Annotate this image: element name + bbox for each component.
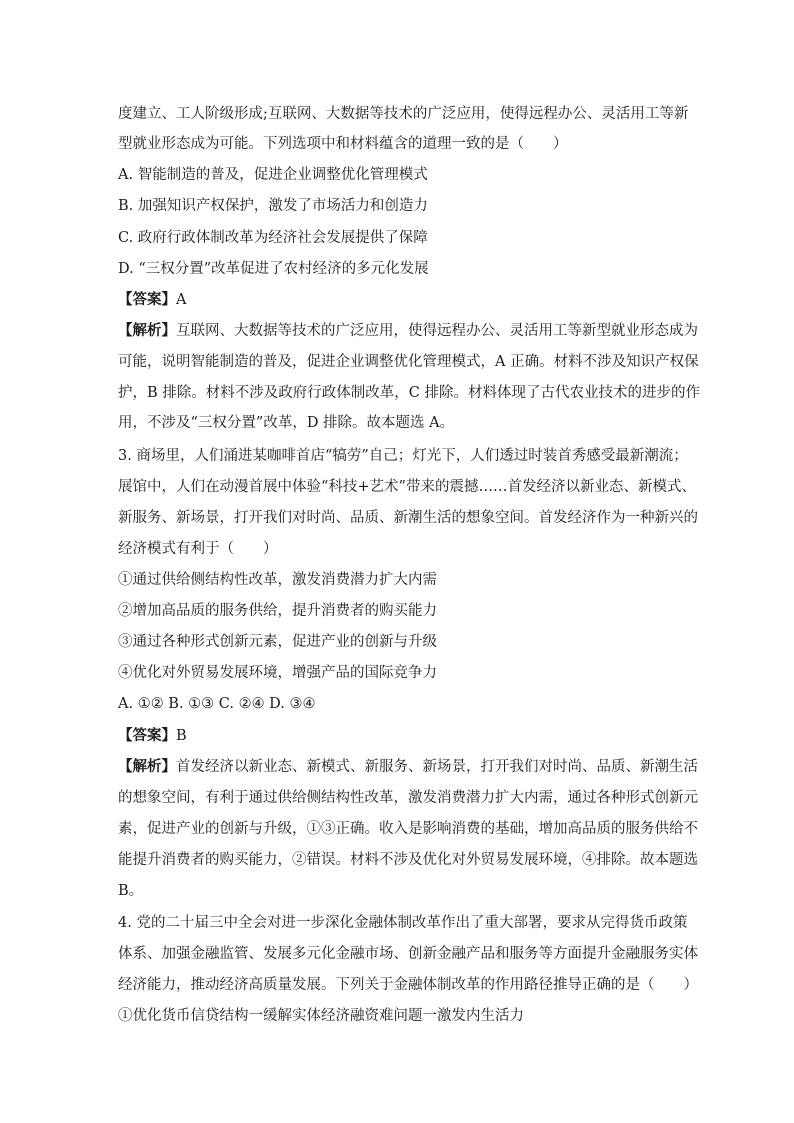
q2-analysis-line-1 bbox=[118, 321, 698, 341]
answer-label: 【答案】 bbox=[118, 727, 176, 744]
q2-stem-line-1: 度建立、工人阶级形成;互联网、大数据等技术的广泛应用，使得远程办公、灵活用工等新 bbox=[118, 106, 689, 122]
q3-stem-line-1: 3. 商场里，人们涌进某咖啡首店“犒劳”自己；灯光下，人们透过时装首秀感受最新潮流； bbox=[118, 448, 688, 464]
q2-stem-line-2: 型就业形态成为可能。下列选项中和材料蕴含的道理一致的是（ ） bbox=[118, 136, 568, 152]
q3-item-4: ④优化对外贸易发展环境，增强产品的国际竞争力 bbox=[118, 665, 437, 681]
q2-analysis-line-4: 用，不涉及“三权分置”改革，D 排除。故本题选 A。 bbox=[118, 415, 455, 431]
q2-analysis-line-2: 可能，说明智能制造的普及，促进企业调整优化管理模式，A 正确。材料不涉及知识产权保 bbox=[118, 354, 699, 370]
q2-option-d: D. “三权分置”改革促进了农村经济的多元化发展 bbox=[118, 261, 429, 277]
q3-stem-line-4: 经济模式有利于（ ） bbox=[118, 541, 278, 557]
q2-option-a: A. 智能制造的普及，促进企业调整优化管理模式 bbox=[118, 167, 428, 183]
q3-answer bbox=[118, 726, 187, 746]
answer-label: 【答案】 bbox=[118, 291, 176, 308]
q4-stem-line-2: 体系、加强金融监管、发展多元化金融市场、创新金融产品和服务等方面提升金融服务实体 bbox=[118, 946, 698, 962]
q3-analysis-line-2: 的想象空间，有利于通过供给侧结构性改革，激发消费潜力扩大内需，通过各种形式创新元 bbox=[118, 790, 698, 806]
q2-analysis-line-3: 护，B 排除。材料不涉及政府行政体制改革，C 排除。材料体现了古代农业技术的进步的作 bbox=[118, 385, 700, 401]
analysis-label: 【解析】 bbox=[118, 322, 176, 339]
answer-value: A bbox=[176, 292, 187, 308]
q3-analysis-line-4: 能提升消费者的购买能力，②错误。材料不涉及优化对外贸易发展环境，④排除。故本题选 bbox=[118, 852, 698, 868]
q3-analysis-line-5: B。 bbox=[118, 883, 144, 899]
q3-analysis-line-3: 素，促进产业的创新与升级，①③正确。收入是影响消费的基础，增加高品质的服务供给不 bbox=[118, 821, 698, 837]
answer-value: B bbox=[176, 728, 187, 744]
q3-options: A. ①② B. ①③ C. ②④ D. ③④ bbox=[118, 696, 316, 712]
q2-option-b: B. 加强知识产权保护，激发了市场活力和创造力 bbox=[118, 198, 428, 214]
q4-stem-line-1: 4. 党的二十届三中全会对进一步深化金融体制改革作出了重大部署，要求从完得货币政策 bbox=[118, 915, 688, 931]
analysis-label: 【解析】 bbox=[118, 758, 176, 775]
analysis-text: 互联网、大数据等技术的广泛应用，使得远程办公、灵活用工等新型就业形态成为 bbox=[176, 323, 698, 339]
q3-stem-line-3: 新服务、新场景，打开我们对时尚、品质、新潮生活的想象空间。首发经济作为一种新兴的 bbox=[118, 510, 698, 526]
q3-item-2: ②增加高品质的服务供给，提升消费者的购买能力 bbox=[118, 603, 437, 619]
q4-stem-line-3: 经济能力，推动经济高质量发展。下列关于金融体制改革的作用路径推导正确的是（ ） bbox=[118, 977, 698, 993]
analysis-text: 首发经济以新业态、新模式、新服务、新场景，打开我们对时尚、品质、新潮生活 bbox=[176, 759, 698, 775]
q2-option-c: C. 政府行政体制改革为经济社会发展提供了保障 bbox=[118, 230, 428, 246]
q3-stem-line-2: 展馆中，人们在动漫首展中体验“科技+艺术”带来的震撼……首发经济以新业态、新模式、 bbox=[118, 479, 696, 495]
q3-item-1: ①通过供给侧结构性改革，激发消费潜力扩大内需 bbox=[118, 572, 437, 588]
q3-item-3: ③通过各种形式创新元素，促进产业的创新与升级 bbox=[118, 634, 437, 650]
q2-answer bbox=[118, 290, 186, 310]
q3-analysis-line-1 bbox=[118, 757, 698, 777]
q4-item-1: ①优化货币信贷结构一缓解实体经济融资难问题一激发内生活力 bbox=[118, 1008, 524, 1024]
